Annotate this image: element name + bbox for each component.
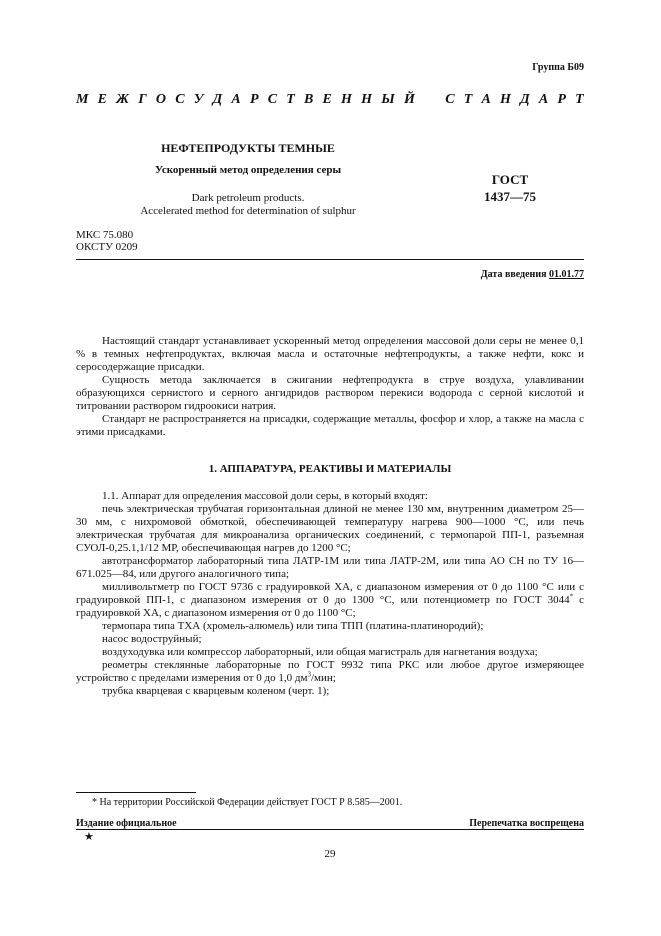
footer-divider [76,829,584,830]
reprint-notice: Перепечатка воспрещена [469,818,584,829]
banner-letter: Д [212,92,223,107]
banner-letter: Й [403,92,415,107]
banner-letter: С [445,92,455,107]
banner-letter: А [481,92,491,107]
standard-banner [76,92,584,108]
banner-letter: Н [341,92,352,107]
rheometers-tail: /мин; [310,672,336,684]
banner-letter: А [231,92,241,107]
footnote: * На территории Российской Федерации действует ГОСТ Р 8.585—2001. [92,797,403,808]
official-edition-label: Издание официальное [76,818,177,829]
banner-letter: С [175,92,185,107]
header-divider [76,259,584,260]
okstu-code: ОКСТУ 0209 [76,241,138,253]
intro-paragraph-3: Стандарт не распространяется на присадки, содержащие металлы, фосфор и хлор, а также на масла с этими присадками. [76,413,584,438]
blower-item: воздуходувка или компрессор лабораторный, или общая магистраль для нагнетания воздуха; [102,646,538,658]
millivoltmeter-tail: с градуировкой ХА, с диапазоном измерения от 0 до 1100 °С; [76,594,584,619]
banner-letter [424,92,436,108]
english-title-line-1: Dark petroleum products. [191,192,305,204]
banner-letter: Т [286,92,295,107]
banner-letter: М [76,92,89,107]
introduction-date [380,269,584,280]
pump-item: насос водоструйный; [102,633,202,645]
banner-letter: С [267,92,278,107]
page-number: 29 [324,848,336,860]
cubic-superscript: 3 [307,670,311,679]
section-heading: 1. АППАРАТУРА, РЕАКТИВЫ И МАТЕРИАЛЫ [208,463,452,475]
gost-number [470,171,550,205]
document-title: НЕФТЕПРОДУКТЫ ТЕМНЫЕ [161,141,335,155]
banner-letter: О [155,92,166,107]
date-value: 01.01.77 [549,269,584,280]
date-label: Дата введения [480,269,549,280]
millivoltmeter-text: милливольтметр по ГОСТ 9736 с градуировкой ХА, с диапазоном измерения от 0 до 1100 °С или с градуировкой ПП-1, с диапазоном измерения от 0 до 1300 °С, или потенциометр по ГОСТ 3044 [76,581,584,606]
banner-letter: В [303,92,314,107]
banner-letter: А [538,92,549,107]
banner-letter: Е [322,92,332,107]
banner-letter: Д [520,92,530,107]
banner-letter: Т [463,92,473,107]
thermocouple-item: термопара типа ТХА (хромель-алюмель) или типа ТПП (платина-платинородий); [102,620,484,632]
banner-letter: Н [500,92,511,107]
banner-letter: Н [361,92,373,107]
rheometers-item [76,659,584,685]
classification-codes [76,229,138,253]
mks-code: МКС 75.080 [76,229,134,241]
banner-letter: Р [557,92,566,107]
footnote-separator [76,792,196,793]
gost-code: 1437—75 [484,189,536,204]
group-code: Группа Б09 [532,62,584,73]
furnace-item: печь электрическая трубчатая горизонтальная длиной не менее 130 мм, внутренним диаметром 25—30 мм, с нихромовой обмоткой, обеспечивающей температуру нагрева 900—1000 °С, или печь электрическая трубчатая для микроанализа органических соединений, с термопарой ПП-1, разъемная СУОЛ-0,25.1,1/12 МР, обеспечивающая нагрев до 1200 °С; [76,503,584,554]
document-subtitle: Ускоренный метод определения серы [154,164,342,176]
millivoltmeter-item [76,581,584,620]
intro-paragraph-2: Сущность метода заключается в сжигании нефтепродукта в струе воздуха, улавливании образующихся сернистого и серного ангидридов раствором перекиси водорода с серной кислотой и титровании раствором гидроокиси натрия. [76,374,584,412]
intro-paragraph-1: Настоящий стандарт устанавливает ускоренный метод определения массовой доли серы не менее 0,1 % в темных нефтепродуктах, включая масла и остаточные нефтепродукты, а также нефти, кокс и серосодержащие присадки. [76,335,584,373]
english-title-line-2: Accelerated method for determination of sulphur [140,205,356,217]
banner-letter: У [193,92,204,107]
footnote-mark: * [569,592,574,601]
quartz-tube-item: трубка кварцевая с кварцевым коленом (черт. 1); [102,685,330,697]
banner-letter: Ы [381,92,395,107]
banner-letter: Р [249,92,259,107]
rheometers-text: реометры стеклянные лабораторные по ГОСТ 9932 типа РКС или любое другое измеряющее устройство с пределами измерения от 0 до 1,0 дм [76,659,584,684]
banner-letter: Г [138,92,147,107]
autotransformer-item: автотрансформатор лабораторный типа ЛАТР-1М или типа ЛАТР-2М, или типа АО СН по ТУ 16—671.025—84, или другого аналогичного типа; [76,555,584,580]
english-title [122,192,374,218]
star-icon: ★ [84,830,94,843]
gost-label: ГОСТ [491,172,529,187]
item-1-1: 1.1. Аппарат для определения массовой доли серы, в который входят: [102,490,428,502]
banner-letter: Ж [116,92,130,107]
banner-letter: Е [97,92,107,107]
banner-letter: Т [575,92,584,107]
